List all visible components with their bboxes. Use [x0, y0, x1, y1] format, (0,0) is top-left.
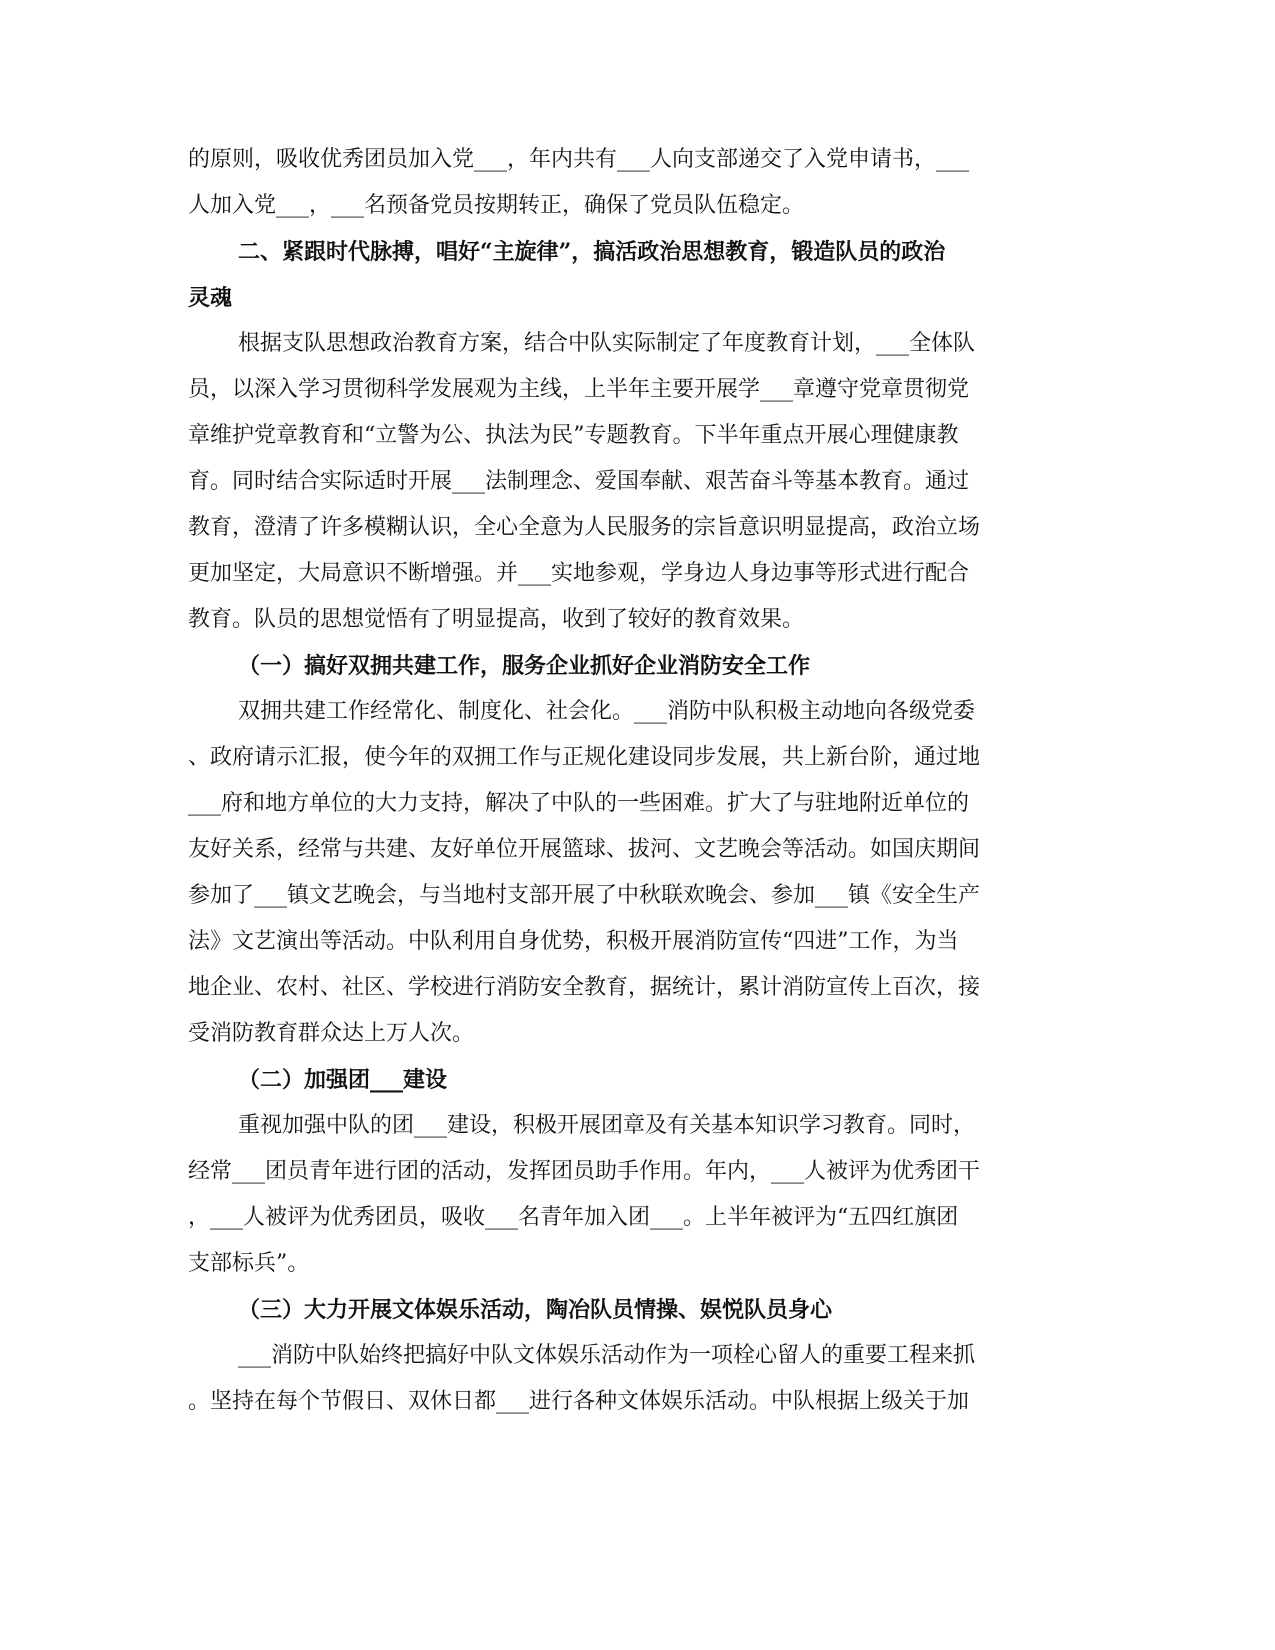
text-line: 友好关系，经常与共建、友好单位开展篮球、拔河、文艺晚会等活动。如国庆期间	[188, 837, 981, 862]
text-line: 支部标兵”。	[188, 1251, 310, 1276]
text-line: 重视加强中队的团___建设，积极开展团章及有关基本知识学习教育。同时，	[238, 1113, 976, 1138]
text-line: 章维护党章教育和“立警为公、执法为民”专题教育。下半年重点开展心理健康教	[188, 423, 959, 448]
subsection-heading: （一）搞好双拥共建工作，服务企业抓好企业消防安全工作	[238, 653, 811, 679]
text-line: 教育，澄清了许多模糊认识，全心全意为人民服务的宗旨意识明显提高，政治立场	[188, 515, 981, 540]
subsection-heading: （三）大力开展文体娱乐活动，陶冶队员情操、娱悦队员身心	[238, 1297, 833, 1323]
text-line: 双拥共建工作经常化、制度化、社会化。___消防中队积极主动地向各级党委	[238, 699, 976, 724]
text-line: 参加了___镇文艺晚会，与当地村支部开展了中秋联欢晚会、参加___镇《安全生产	[188, 883, 981, 908]
text-line: 更加坚定，大局意识不断增强。并___实地参观，学身边人身边事等形式进行配合	[188, 561, 970, 586]
text-line: 经常___团员青年进行团的活动，发挥团员助手作用。年内，___人被评为优秀团干	[188, 1159, 981, 1184]
text-line: 的原则，吸收优秀团员加入党___，年内共有___人向支部递交了入党申请书，___	[188, 147, 970, 172]
section-heading: 灵魂	[188, 285, 233, 311]
text-line: ，___人被评为优秀团员，吸收___名青年加入团___。上半年被评为“五四红旗团	[188, 1205, 959, 1230]
text-line: 、政府请示汇报，使今年的双拥工作与正规化建设同步发展，共上新台阶，通过地	[188, 745, 981, 770]
text-line: 受消防教育群众达上万人次。	[188, 1021, 475, 1046]
section-heading: 二、紧跟时代脉搏，唱好“主旋律”，搞活政治思想教育，锻造队员的政治	[238, 239, 946, 265]
text-line: 人加入党___，___名预备党员按期转正，确保了党员队伍稳定。	[188, 193, 805, 218]
text-line: 根据支队思想政治教育方案，结合中队实际制定了年度教育计划，___全体队	[238, 331, 976, 356]
text-line: 员，以深入学习贯彻科学发展观为主线，上半年主要开展学___章遵守党章贯彻党	[188, 377, 970, 402]
text-line: 教育。队员的思想觉悟有了明显提高，收到了较好的教育效果。	[188, 607, 805, 632]
subsection-heading: （二）加强团___建设	[238, 1067, 448, 1093]
text-line: 地企业、农村、社区、学校进行消防安全教育，据统计，累计消防宣传上百次，接	[188, 975, 981, 1000]
text-line: 育。同时结合实际适时开展___法制理念、爱国奉献、艰苦奋斗等基本教育。通过	[188, 469, 970, 494]
text-line: 法》文艺演出等活动。中队利用自身优势，积极开展消防宣传“四进”工作，为当	[188, 929, 959, 954]
text-line: ___府和地方单位的大力支持，解决了中队的一些困难。扩大了与驻地附近单位的	[188, 791, 970, 816]
text-line: ___消防中队始终把搞好中队文体娱乐活动作为一项栓心留人的重要工程来抓	[238, 1343, 976, 1368]
text-line: 。坚持在每个节假日、双休日都___进行各种文体娱乐活动。中队根据上级关于加	[188, 1389, 970, 1414]
